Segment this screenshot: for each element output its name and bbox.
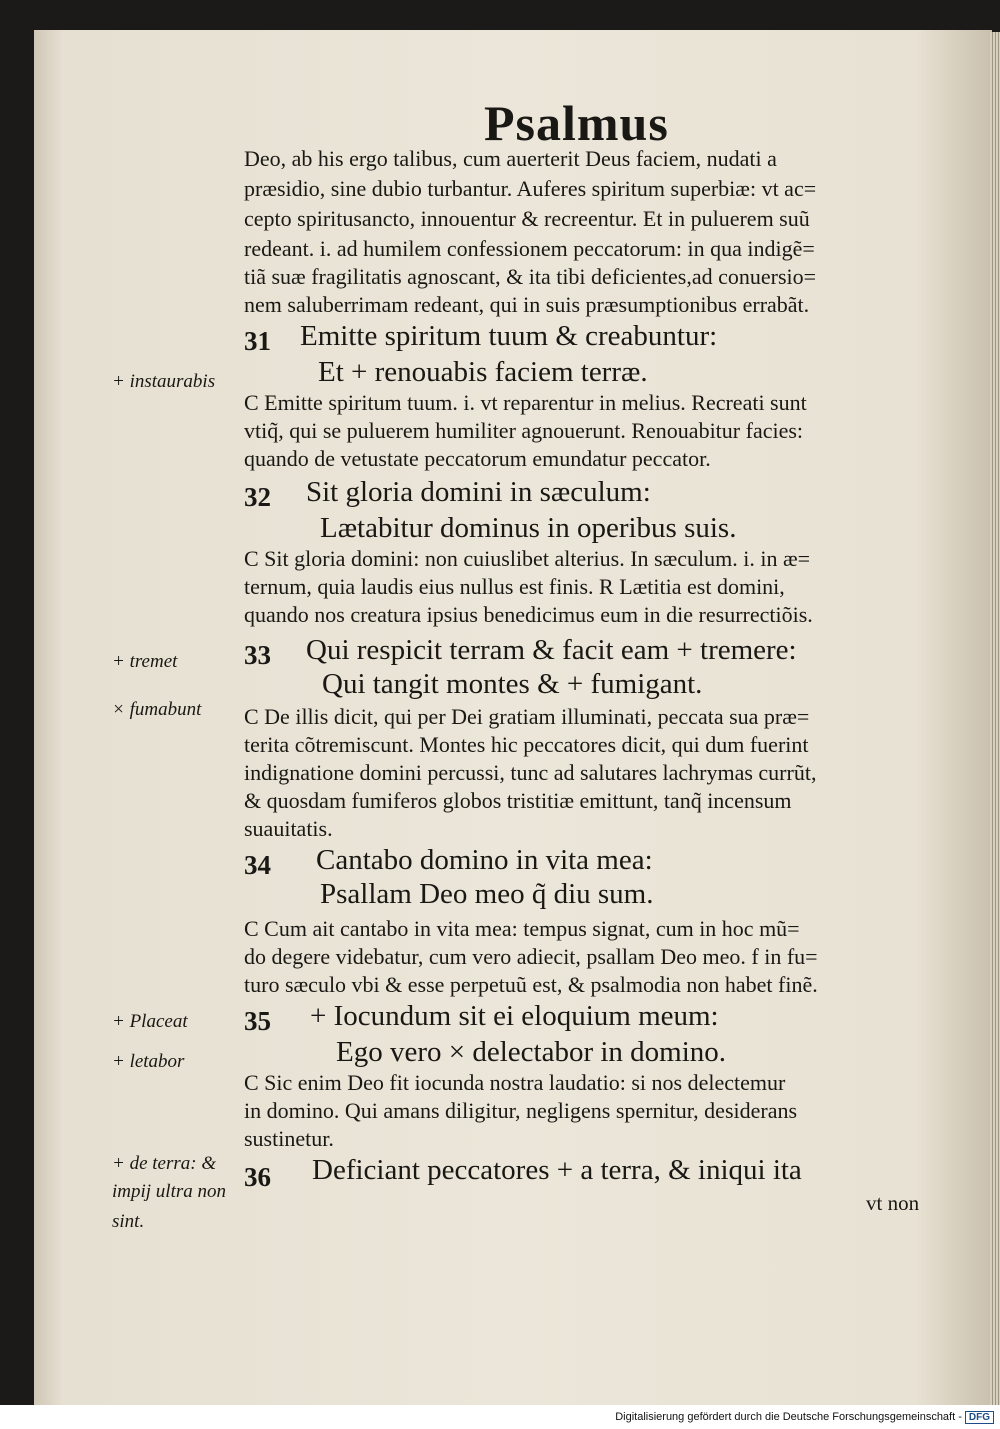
gloss-line: vtiq̃, qui se puluerem humiliter agnouerunt. Renouabitur facies:	[244, 418, 804, 443]
gloss-line: Deo, ab his ergo talibus, cum auerterit Deus faciem, nudati a	[244, 146, 777, 171]
gloss-line: quando nos creatura ipsius benedicimus eum in die resurrectiõis.	[244, 602, 813, 627]
margin-note: + tremet	[112, 651, 178, 672]
gloss-line: C Sic enim Deo fit iocunda nostra laudatio: si nos delectemur	[244, 1070, 786, 1095]
gloss-line: C Emitte spiritum tuum. i. vt reparentur in melius. Recreati sunt	[244, 390, 807, 415]
gloss-line: in domino. Qui amans diligitur, negligens spernitur, desiderans	[244, 1098, 798, 1123]
running-head: Psalmus	[484, 95, 669, 151]
gloss-line: terita cõtremiscunt. Montes hic peccatores dicit, qui dum fuerint	[244, 732, 809, 757]
gloss-line: redeant. i. ad humilem confessionem peccatorum: in qua indigẽ=	[244, 236, 815, 261]
credit-text: Digitalisierung gefördert durch die Deutsche Forschungsgemeinschaft -	[615, 1411, 962, 1423]
verse-line: Emitte spiritum tuum & creabuntur:	[300, 320, 718, 352]
margin-note: + instaurabis	[112, 371, 216, 392]
verse-line: Psallam Deo meo q̃ diu sum.	[320, 878, 654, 910]
digitization-credit	[615, 1411, 994, 1424]
gloss-line: & quosdam fumiferos globos tristitiæ emittunt, tanq̃ incensum	[244, 788, 792, 813]
gloss-line: turo sæculo vbi & esse perpetuũ est, & psalmodia non habet finẽ.	[244, 972, 818, 997]
gloss-line: C De illis dicit, qui per Dei gratiam illuminati, peccata sua præ=	[244, 704, 810, 729]
verse-line: Deficiant peccatores + a terra, & iniqui ita	[312, 1154, 802, 1186]
verse-line: Qui respicit terram & facit eam + tremere:	[306, 634, 797, 666]
verse-line: Ego vero × delectabor in domino.	[336, 1036, 727, 1068]
gloss-line: quando de vetustate peccatorum emundatur peccator.	[244, 446, 711, 471]
verse-line: Lætabitur dominus in operibus suis.	[320, 512, 737, 544]
gloss-line: indignatione domini percussi, tunc ad salutares lachrymas currũt,	[244, 760, 817, 785]
catchword: vt non	[866, 1191, 920, 1215]
dfg-logo: DFG	[965, 1411, 994, 1424]
verse-line: Et + renouabis faciem terræ.	[318, 356, 648, 388]
gloss-line: C Cum ait cantabo in vita mea: tempus signat, cum in hoc mũ=	[244, 916, 800, 941]
verse-number: 31	[244, 326, 271, 356]
verse-line: Cantabo domino in vita mea:	[316, 844, 653, 876]
gloss-line: cepto spiritusancto, innouentur & recreentur. Et in puluerem suũ	[244, 206, 810, 231]
gloss-line: præsidio, sine dubio turbantur. Auferes spiritum superbiæ: vt ac=	[244, 176, 817, 201]
gloss-line: sustinetur.	[244, 1126, 334, 1151]
margin-note: + letabor	[112, 1051, 185, 1072]
page-edge-stack	[990, 32, 1000, 1405]
gloss-line: C Sit gloria domini: non cuiuslibet alterius. In sæculum. i. in æ=	[244, 546, 811, 571]
margin-note: × fumabunt	[112, 699, 202, 720]
margin-note: sint.	[112, 1211, 145, 1232]
verse-number: 33	[244, 640, 271, 670]
gloss-line: tiã suæ fragilitatis agnoscant, & ita tibi deficientes,ad conuersio=	[244, 264, 817, 289]
gloss-line: suauitatis.	[244, 816, 333, 841]
gloss-line: nem saluberrimam redeant, qui in suis præsumptionibus errabãt.	[244, 292, 810, 317]
verse-line: + Iocundum sit ei eloquium meum:	[310, 1000, 719, 1032]
verse-line: Qui tangit montes & + fumigant.	[322, 668, 703, 700]
verse-number: 36	[244, 1162, 271, 1192]
verse-number: 35	[244, 1006, 271, 1036]
margin-note: impij ultra non	[112, 1181, 227, 1202]
margin-note: + Placeat	[112, 1011, 188, 1032]
margin-note: + de terra: &	[112, 1153, 217, 1174]
gloss-line: ternum, quia laudis eius nullus est finis. R Lætitia est domini,	[244, 574, 785, 599]
gloss-line: do degere videbatur, cum vero adiecit, psallam Deo meo. f in fu=	[244, 944, 818, 969]
verse-line: Sit gloria domini in sæculum:	[306, 476, 651, 508]
verse-number: 34	[244, 850, 271, 880]
verse-number: 32	[244, 482, 271, 512]
